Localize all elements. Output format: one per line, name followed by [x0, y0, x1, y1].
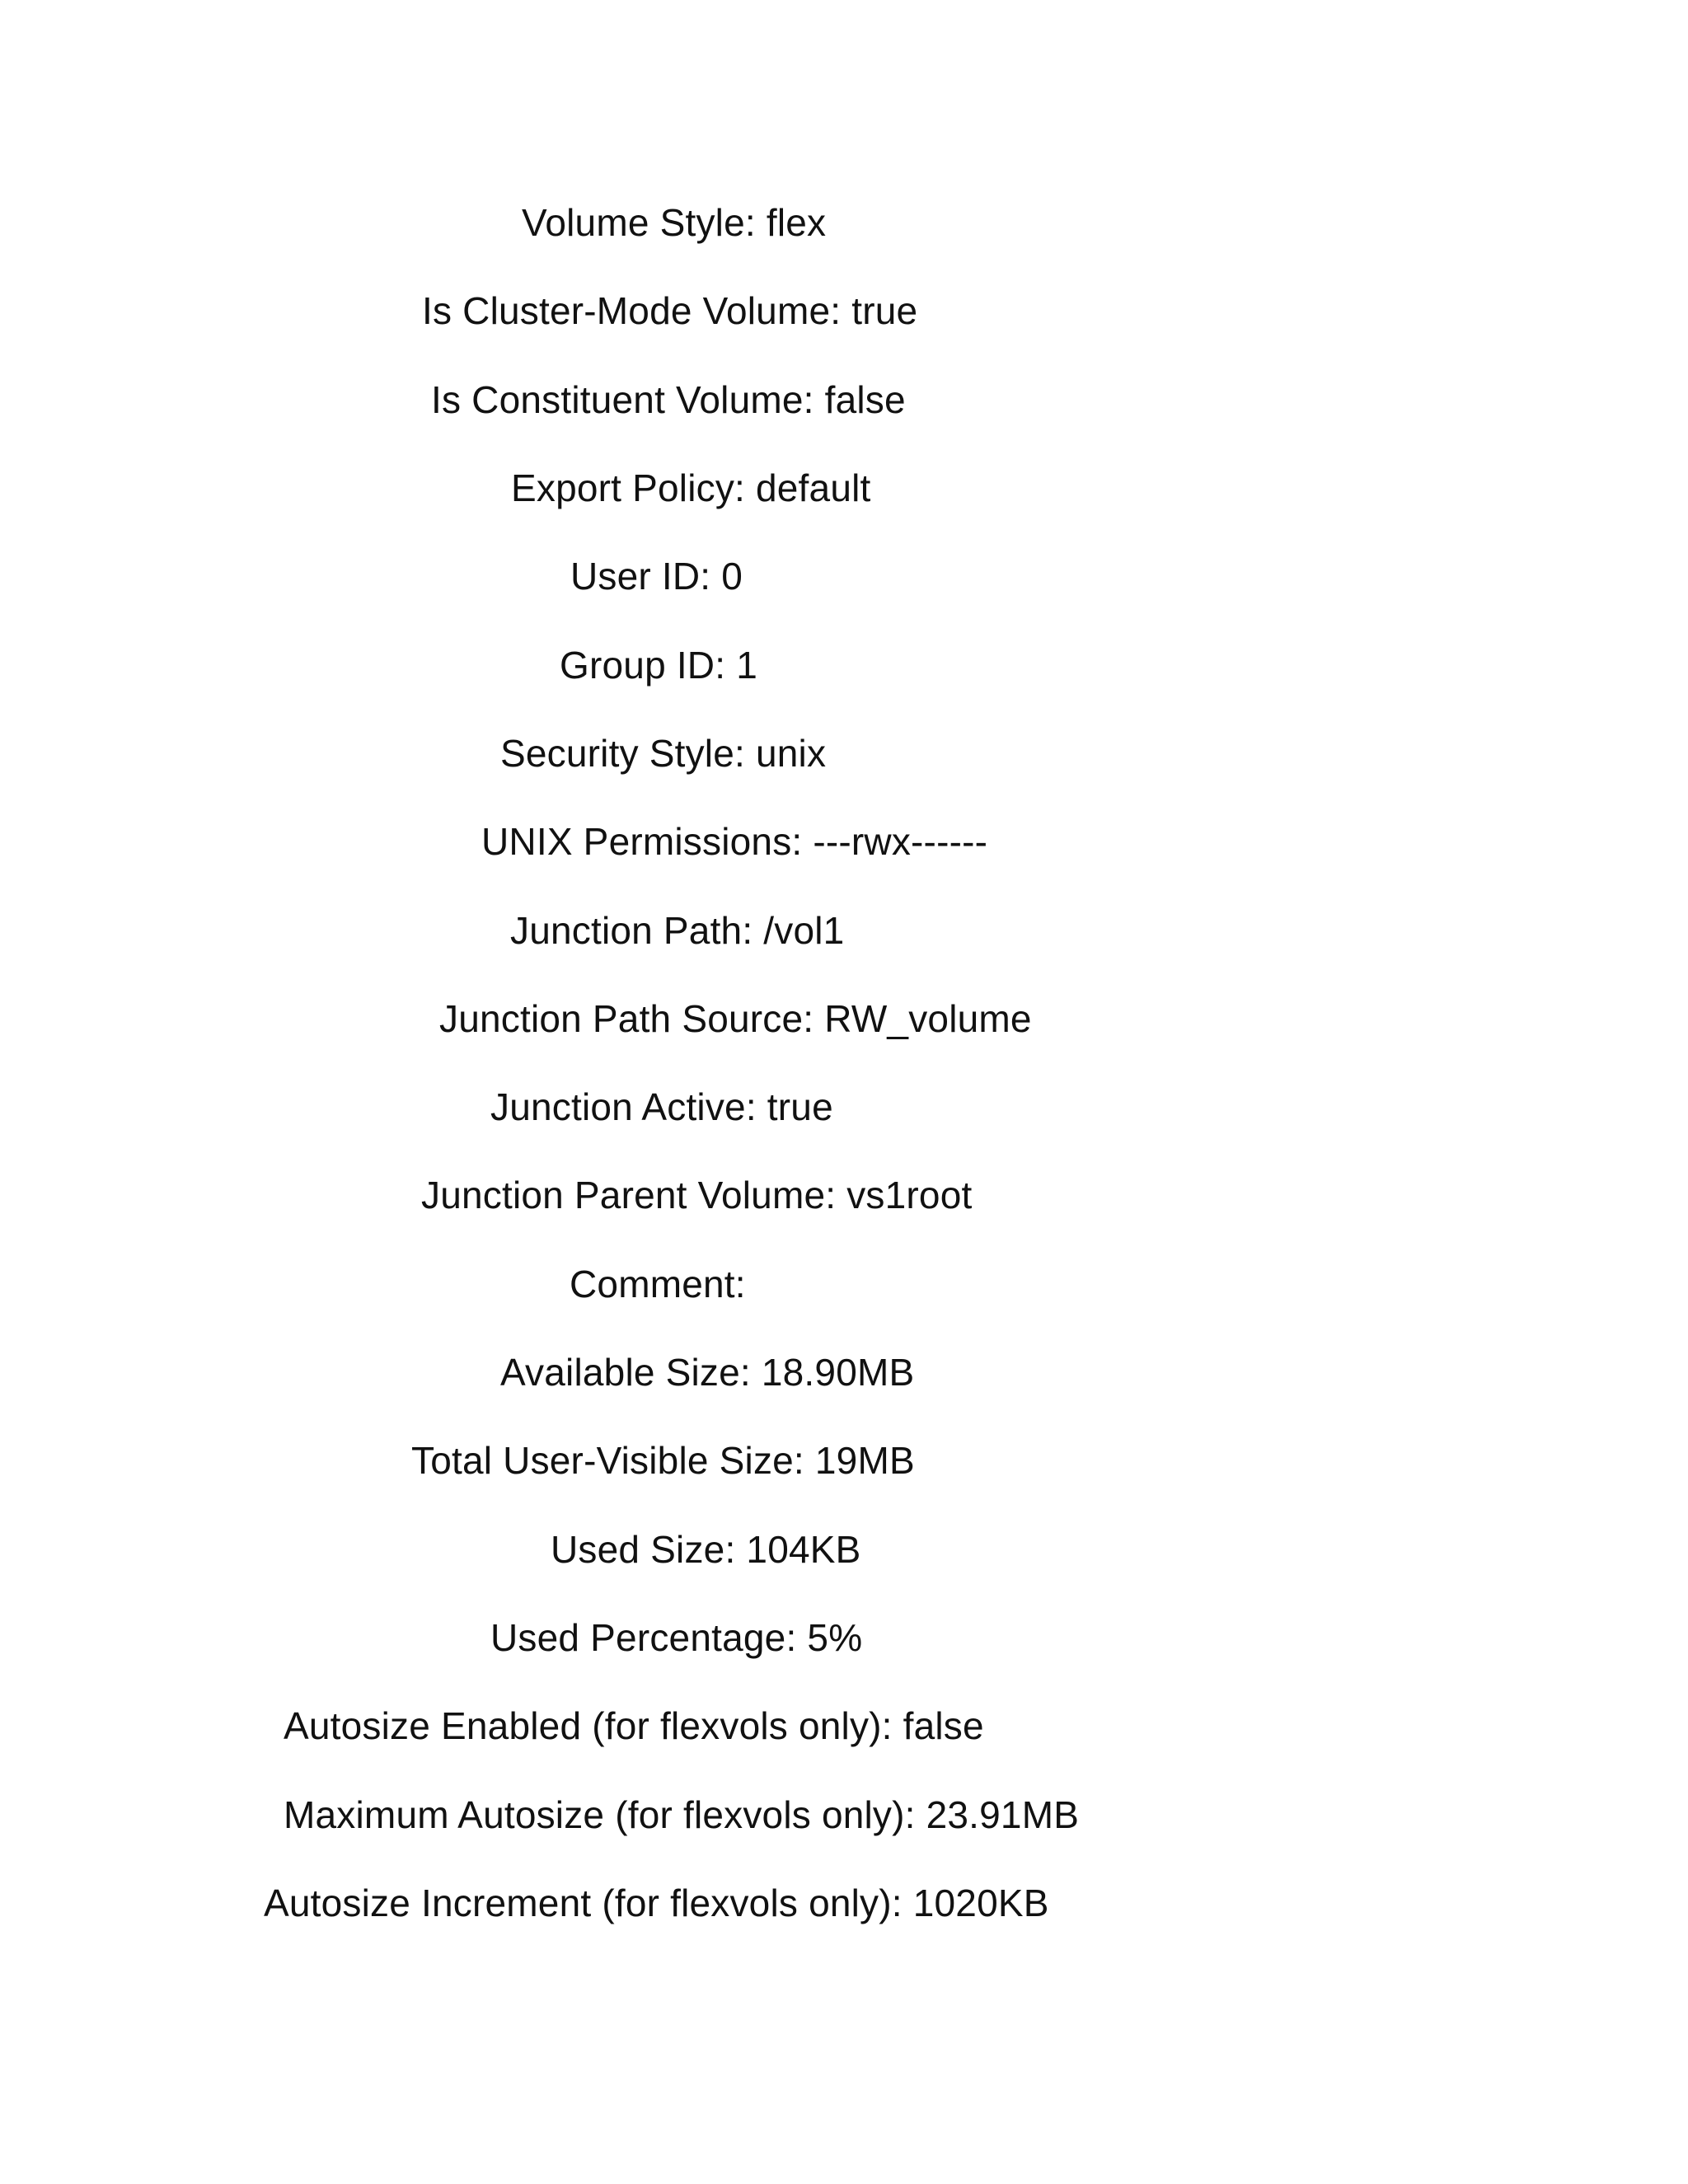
maximum-autosize-line: Maximum Autosize (for flexvols only): 23.91MB — [284, 1793, 1080, 1836]
group-id-line: Group ID: 1 — [560, 644, 757, 687]
junction-parent-volume-line: Junction Parent Volume: vs1root — [421, 1174, 973, 1216]
autosize-increment-line: Autosize Increment (for flexvols only): 1020KB — [264, 1882, 1049, 1924]
export-policy-line: Export Policy: default — [511, 466, 871, 509]
is-constituent-volume-line: Is Constituent Volume: false — [431, 378, 906, 421]
volume-style-line: Volume Style: flex — [522, 201, 827, 244]
junction-path-line: Junction Path: /vol1 — [510, 909, 845, 952]
used-size-line: Used Size: 104KB — [551, 1528, 861, 1571]
used-percentage-line: Used Percentage: 5% — [490, 1616, 863, 1659]
unix-permissions-line: UNIX Permissions: ---rwx------ — [481, 820, 988, 863]
is-cluster-mode-volume-line: Is Cluster-Mode Volume: true — [422, 289, 918, 332]
autosize-enabled-line: Autosize Enabled (for flexvols only): false — [284, 1704, 984, 1747]
junction-path-source-line: Junction Path Source: RW_volume — [439, 997, 1032, 1040]
total-user-visible-size-line: Total User-Visible Size: 19MB — [411, 1439, 915, 1482]
junction-active-line: Junction Active: true — [490, 1085, 833, 1128]
available-size-line: Available Size: 18.90MB — [500, 1351, 915, 1394]
security-style-line: Security Style: unix — [500, 732, 827, 775]
user-id-line: User ID: 0 — [570, 555, 743, 598]
comment-line: Comment: — [570, 1263, 746, 1305]
